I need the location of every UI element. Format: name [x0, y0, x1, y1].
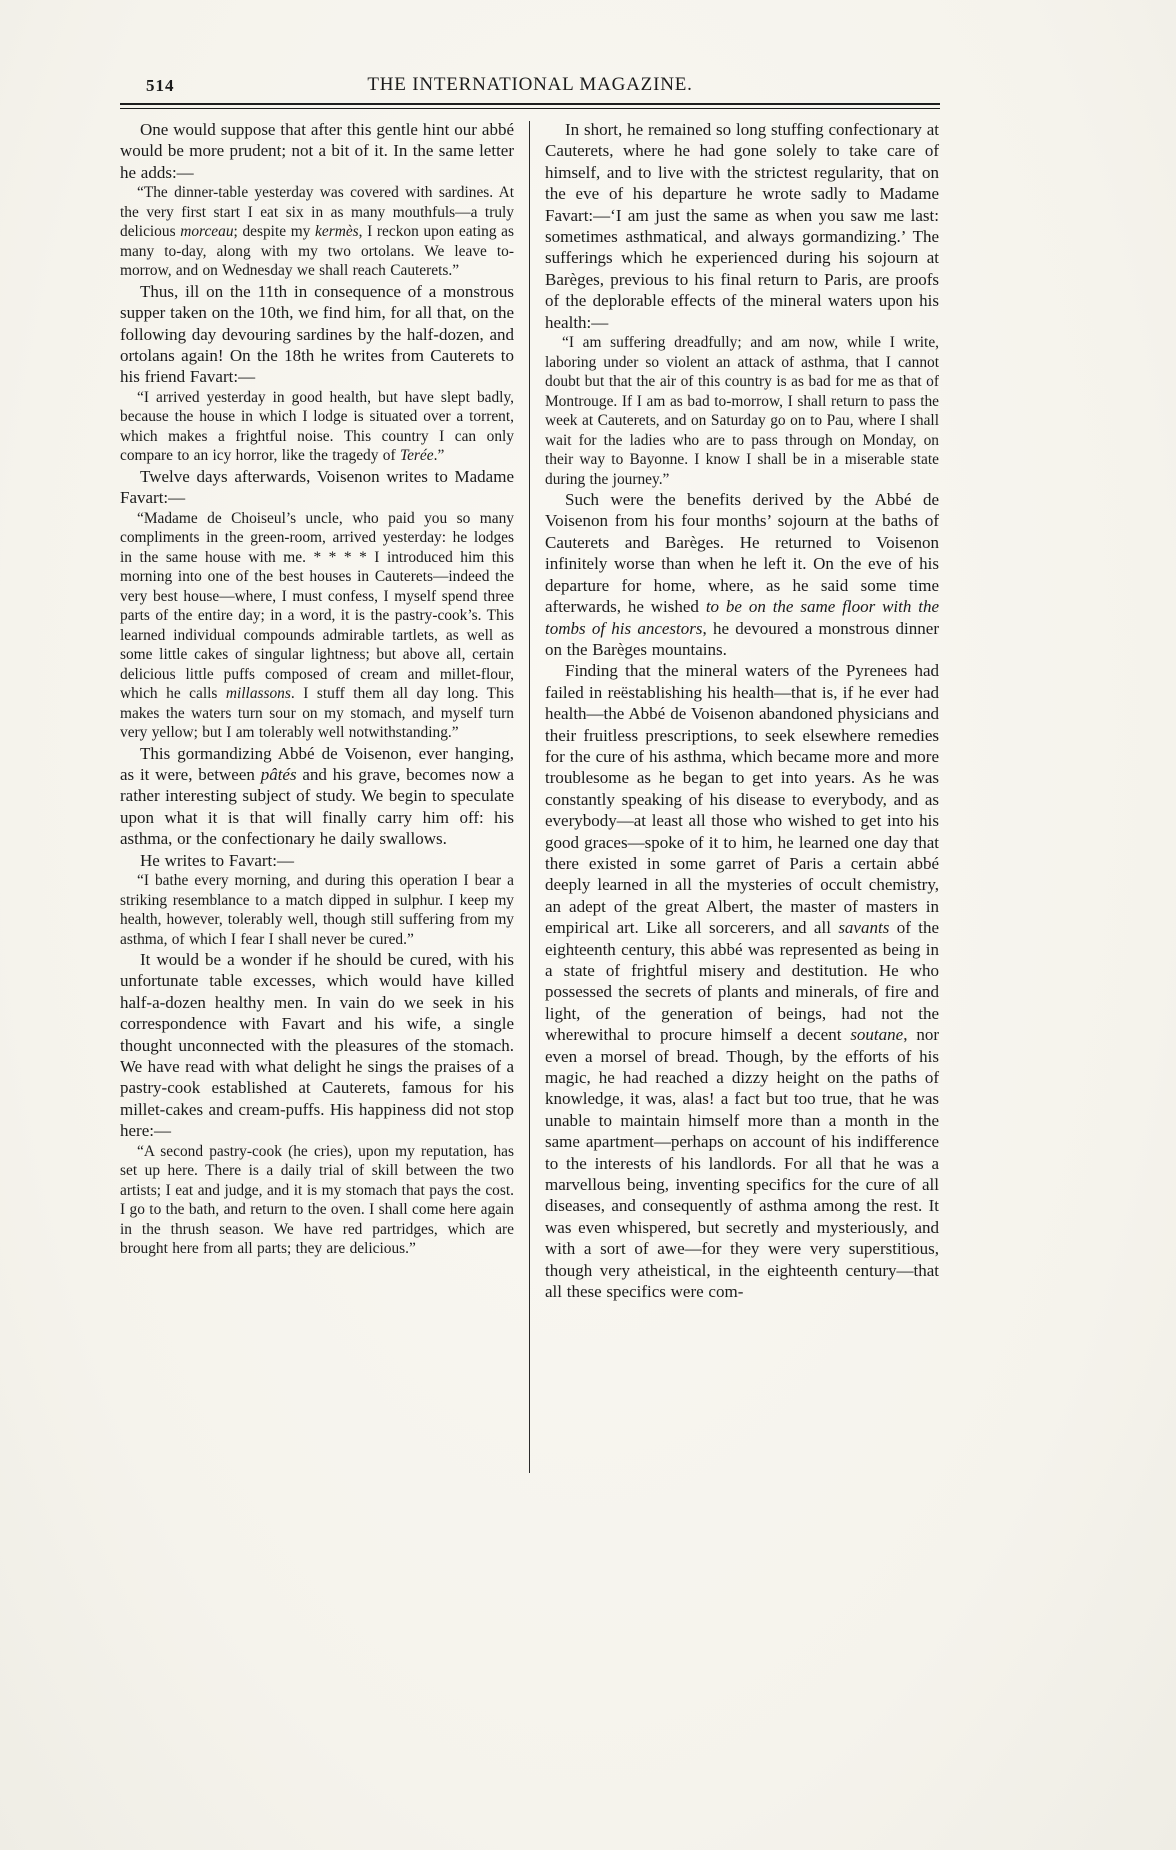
paragraph: It would be a wonder if he should be cured, with his unfortunate table excesses, which would have killed half-a-dozen healthy men. In vain do we seek in his correspondence with Favart and his wife, a single thought unconnected with the pleasures of the stomach. We have read with what delight he sings the praises of a pastry-cook established at Cauterets, famous for his millet-cakes and cream-puffs. His happiness did not stop here:—	[120, 950, 514, 1141]
paragraph: Thus, ill on the 11th in consequence of a monstrous supper taken on the 10th, we find him, for all that, on the following day devouring sardines by the half-dozen, and ortolans again! On the 18th he writes from Cauterets to his friend Favart:—	[120, 281, 514, 387]
paragraph: “I bathe every morning, and during this operation I bear a striking resemblance to a match dipped in sulphur. I keep my health, however, tolerably well, though still suffering from my asthma, of which I fear I shall never be cured.”	[120, 872, 514, 948]
paragraph: “I am suffering dreadfully; and am now, while I write, laboring under so violent an attack of asthma, that I cannot doubt but that the air of this country is as bad for me as that of Montrouge. If I am as bad to-morrow, I shall return to pass the week at Cauterets, and on Saturday go on to Pau, where I shall wait for the ladies who are to pass through on Monday, on their way to Bayonne. I know I shall be in a miserable state during the journey.”	[545, 334, 939, 488]
paragraph: Twelve days afterwards, Voisenon writes to Madame Favart:—	[120, 466, 514, 508]
paragraph: One would suppose that after this gentle hint our abbé would be more prudent; not a bit of it. In the same letter he adds:—	[120, 120, 514, 182]
paragraph: Such were the benefits derived by the Abbé de Voisenon from his four months’ sojourn at the baths of Cauterets and Barèges. He returned to Voisenon infinitely worse than when he left it. On the eve of his departure for home, where, as he said some time afterwards, he wished to be on the same floor with the tombs of his ancestors, he devoured a monstrous dinner on the Barèges mountains.	[545, 490, 939, 659]
right-column	[545, 119, 939, 1303]
page-number: 514	[146, 76, 175, 95]
text-columns	[120, 119, 940, 1303]
left-column	[120, 119, 514, 1303]
column-divider	[529, 121, 530, 1473]
paragraph: “A second pastry-cook (he cries), upon my reputation, has set up here. There is a daily trial of skill between the two artists; I eat and judge, and it is my stomach that pays the cost. I go to the bath, and return to the oven. I shall come here again in the thrush season. We have red partridges, which are brought here from all parts; they are delicious.”	[120, 1142, 514, 1258]
paragraph: He writes to Favart:—	[140, 850, 294, 870]
paragraph: Finding that the mineral waters of the Pyrenees had failed in reëstablishing his health—that is, if he ever had health—the Abbé de Voisenon abandoned physicians and their fruitless prescriptions, to seek elsewhere remedies for the cure of his asthma, which became more and more troublesome as he began to get into years. As he was constantly speaking of his disease to everybody, and as everybody—at least all those who wished to get into his good graces—spoke of it to him, he learned one day that there existed in some garret of Paris a certain abbé deeply learned in all the mysteries of occult chemistry, an adept of the great Albert, the master of masters in empirical art. Like all sorcerers, and all savants of the eighteenth century, this abbé was represented as being in a state of frightful misery and destitution. He who possessed the secrets of plants and minerals, of fire and light, of the generation of beings, had not the wherewithal to procure himself a decent soutane, nor even a morsel of bread. Though, by the efforts of his magic, he had reached a dizzy height on the paths of knowledge, it was, alas! a fact but too true, that he was unable to maintain himself more than a month in the same apartment—perhaps on account of his indifference to the interests of his landlords. For all that he was a marvellous being, inventing specifics for the cure of all diseases, and consequently of asthma among the rest. It was even whispered, but secretly and mysteriously, and with a sort of awe—for they were very superstitious, though very atheistical, in the eighteenth century—that all these specifics were com-	[545, 661, 939, 1302]
paragraph: This gormandizing Abbé de Voisenon, ever hanging, as it were, between pâtés and his grave, becomes now a rather interesting subject of study. We begin to speculate upon what it is that will finally carry him off: his asthma, or the confectionary he daily swallows.	[120, 743, 514, 849]
paragraph: “Madame de Choiseul’s uncle, who paid you so many compliments in the green-room, arrived yesterday: he lodges in the same house with me. * * * * I introduced him this morning into one of the best houses in Cauterets—indeed the very best house—where, I must confess, I myself spend three parts of the entire day; in a word, it is the pastry-cook’s. This learned individual compounds admirable tartlets, as well as some little cakes of singular lightness; but above all, certain delicious little puffs composed of cream and millet-flour, which he calls millassons. I stuff them all day long. This makes the waters turn sour on my stomach, and myself turn very yellow; but I am tolerably well notwithstanding.”	[120, 509, 515, 742]
page-content	[120, 74, 940, 1303]
header-rule	[120, 103, 940, 109]
page-title: THE INTERNATIONAL MAGAZINE.	[367, 74, 693, 95]
paragraph: “I arrived yesterday in good health, but have slept badly, because the house in which I lodge is situated over a torrent, which makes a frightful noise. This country I can only compare to an icy horror, like the tragedy of Terée.”	[120, 388, 514, 465]
page-header	[120, 74, 940, 100]
paragraph: In short, he remained so long stuffing confectionary at Cauterets, where he had gone solely to take care of himself, and to live with the strictest regularity, that on the eve of his departure he wrote sadly to Madame Favart:—‘I am just the same as when you saw me last: sometimes asthmatical, and always gormandizing.’ The sufferings which he experienced during his sojourn at Barèges, previous to his final return to Paris, are proofs of the deplorable effects of the mineral waters upon his health:—	[545, 120, 939, 332]
paragraph: “The dinner-table yesterday was covered with sardines. At the very first start I eat six in as many mouthfuls—a truly delicious morceau; despite my kermès, I reckon upon eating as many to-day, along with my two ortolans. We leave to-morrow, and on Wednesday we shall reach Cauterets.”	[120, 184, 514, 280]
